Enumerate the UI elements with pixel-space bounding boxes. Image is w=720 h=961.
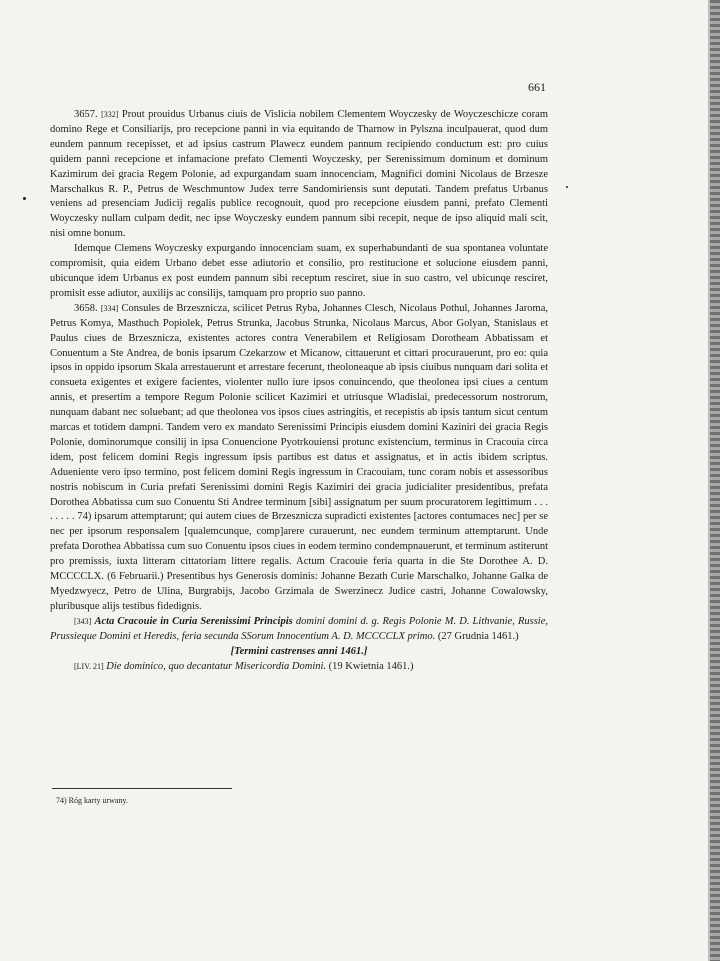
scan-speck: [566, 186, 568, 188]
acta-entry: [50, 615, 548, 645]
paragraph-continuation: [50, 242, 548, 302]
scan-edge-line: [708, 0, 710, 961]
scan-edge: [710, 0, 720, 961]
liv-entry: [50, 660, 548, 675]
page-number: 661: [528, 80, 546, 94]
scan-speck: [23, 197, 26, 200]
document-body: [50, 108, 548, 674]
liv-ref: [LIV. 21]: [74, 661, 104, 671]
acta-title: Acta Cracouie in Curia Serenissimi Principis: [94, 615, 293, 627]
entry-number: 3658.: [74, 302, 98, 314]
entry-number: 3657.: [74, 109, 98, 120]
acta-ref: [343]: [74, 616, 92, 626]
liv-date: (19 Kwietnia 1461.): [328, 660, 414, 672]
paragraph-3657: [50, 108, 548, 242]
acta-rest: domini domini d. g. Regis Polonie M. D. Lithvanie, Russie, Prussieque Domini et Heredis, feria secunda SSorum Innocentium A. D. MCCCCLX primo.: [50, 615, 549, 642]
section-heading: [Termini castrenses anni 1461.]: [230, 645, 368, 657]
entry-ref: [332]: [101, 110, 119, 119]
entry-text: Consules de Brzesznicza, scilicet Petrus Ryba, Johannes Clesch, Nicolaus Pothul, Johannes Jaroma, Petrus Komya, Masthuch Popiolek, Petrus Strunka, Jacobus Strunka, Nicolaus Marcus, Abor Golyan, Stanislaus et Paulus ciues de Brzesznicza, existentes actores contra Venerabilem et Religiosam Dorotheam Abbatissam et Conuentum a Ste Andrea, de bonis ipsarum Czekarzow et Micanow, cittauerunt et cittari procurauerunt, pro eo: quia ipsos in oppido ipsorum Skala arrestauerunt et arrestare fecerunt, theoloneaque ab ipsis ciuibus nunquam dari solita et consueta exigentes et exigere facientes, violenter nullo iure ipsos conuincendo, que theolonea ipsi ciues a centum annis, et presertim a tempore Regum Polonie scilicet Kazimiri et utriusque Wladislai, predecessorum nostrorum, nunquam dabant nec soluebant; ad que theolonea vos ipsos ciues astringitis, et recepistis ab ipsis tantum sicut centum marcas et totidem dampni. Tandem vero ex mandato Serenissimi Principis eiusdem domini Kaziniri dei gracia Regis Polonie, dominorumque consilij in ipsa Conuencione Pyotrkouiensi protunc existencium, terminus in Cracouia circa idem, post felicem domini Regis ingressum ipsis partibus est datus et assignatus, et in actis ibidem scriptus. Adueniente vero ipso termino, post felicem domini Regis ingressum in Cracouiam, tunc coram nobis et assessoribus nostris nobiscum in Curia prefati Serenissimi domini Regis Kazimiri dei gracia judicialiter presidentibus, prefata Dorothea Abbatissa cum suo Conuentu Sti Andree terminum [sibi] assignatum per suum procuratorem legittimum . . . . . . . . 74) ipsarum attemptarunt; qui autem ciues de Brzesznicza supradicti existentes [actores contumaces nec] per se nec per ipsorum responsalem [qualemcunque, comp]arere curauerunt, nec eundem terminum attemptarunt. Unde prefata Dorothea Abbatissa cum suo Conuentu ipsos ciues in eodem termino condempnauerunt, et terminum astiterunt pro premissis, iuxta litteram cittatoriam littere regalis. Actum Cracouie feria quarta in die Ste Dorothee A. D. MCCCCLX. (6 Februarii.) Presentibus hys Generosis dominis: Johanne Bezath Curie Marschalko, Johanne Galka de Myedzwyecz, Petro de Ulina, Burgrabijs, Jacobo Grzimala de Swerzinecz Judice castri, Johanne Cowalowsky, pluribusque alijs testibus fidedignis.: [50, 302, 548, 612]
paragraph-3658: [50, 302, 548, 615]
entry-ref: [334]: [100, 303, 119, 313]
footnote-divider: [52, 788, 232, 789]
acta-date: (27 Grudnia 1461.): [437, 630, 519, 642]
footnote: 74) Róg karty urwany.: [56, 796, 128, 805]
entry-text: Idemque Clemens Woyczesky expurgando innocenciam suam, ex superhabundanti de sua spontanea voluntate compromisit, quia eidem Urbano debet esse adiutorio et consilio, pro restitucione et solucione eiusdem panni, ubicunque idem Urbanus ex post eundem pannum sibi receptum resciret, siue in suo castro, vel ubicunqe resciret, promisit esse adiutor, auxilijs ac consilijs, tamquam pro proprio suo panno.: [50, 243, 548, 299]
liv-italic: Die dominico, quo decantatur Misericordia Domini.: [106, 660, 327, 672]
entry-text: Prout prouidus Urbanus ciuis de Vislicia nobilem Clementem Woyczesky de Woyczeschicze coram domino Rege et Consiliarijs, pro recepcione panni in via equitando de Tharnow in Pylszna inculpauerat, quod dum eundem pannum recepisset, et ad ipsius castrum Plawecz eundem pannum recipiendo conductum est: pro cuius quidem panni recepcione et infamacione prefato Clementi Woyczesky, per Serenissimum dominum et dominum Kazimirum dei gracia Regem Polonie, ad expurgandam suam innocenciam, Magnifici domini Nicolaus de Brzesze Marschalkus R. P., Petrus de Weschmuntow Judex terre Sandomiriensis sunt deputati. Tandem prefatus Urbanus veniens ad presenciam Judicij regalis publice recognouit, quod pro recepcione eiusdem panni, prefato Clementi Woyczesky nullam culpam dedit, nec ipse Woyczesky eundem pannum sibi recepit, neque de ipso aliquid mali scit, nisi omne bonum.: [50, 109, 549, 240]
